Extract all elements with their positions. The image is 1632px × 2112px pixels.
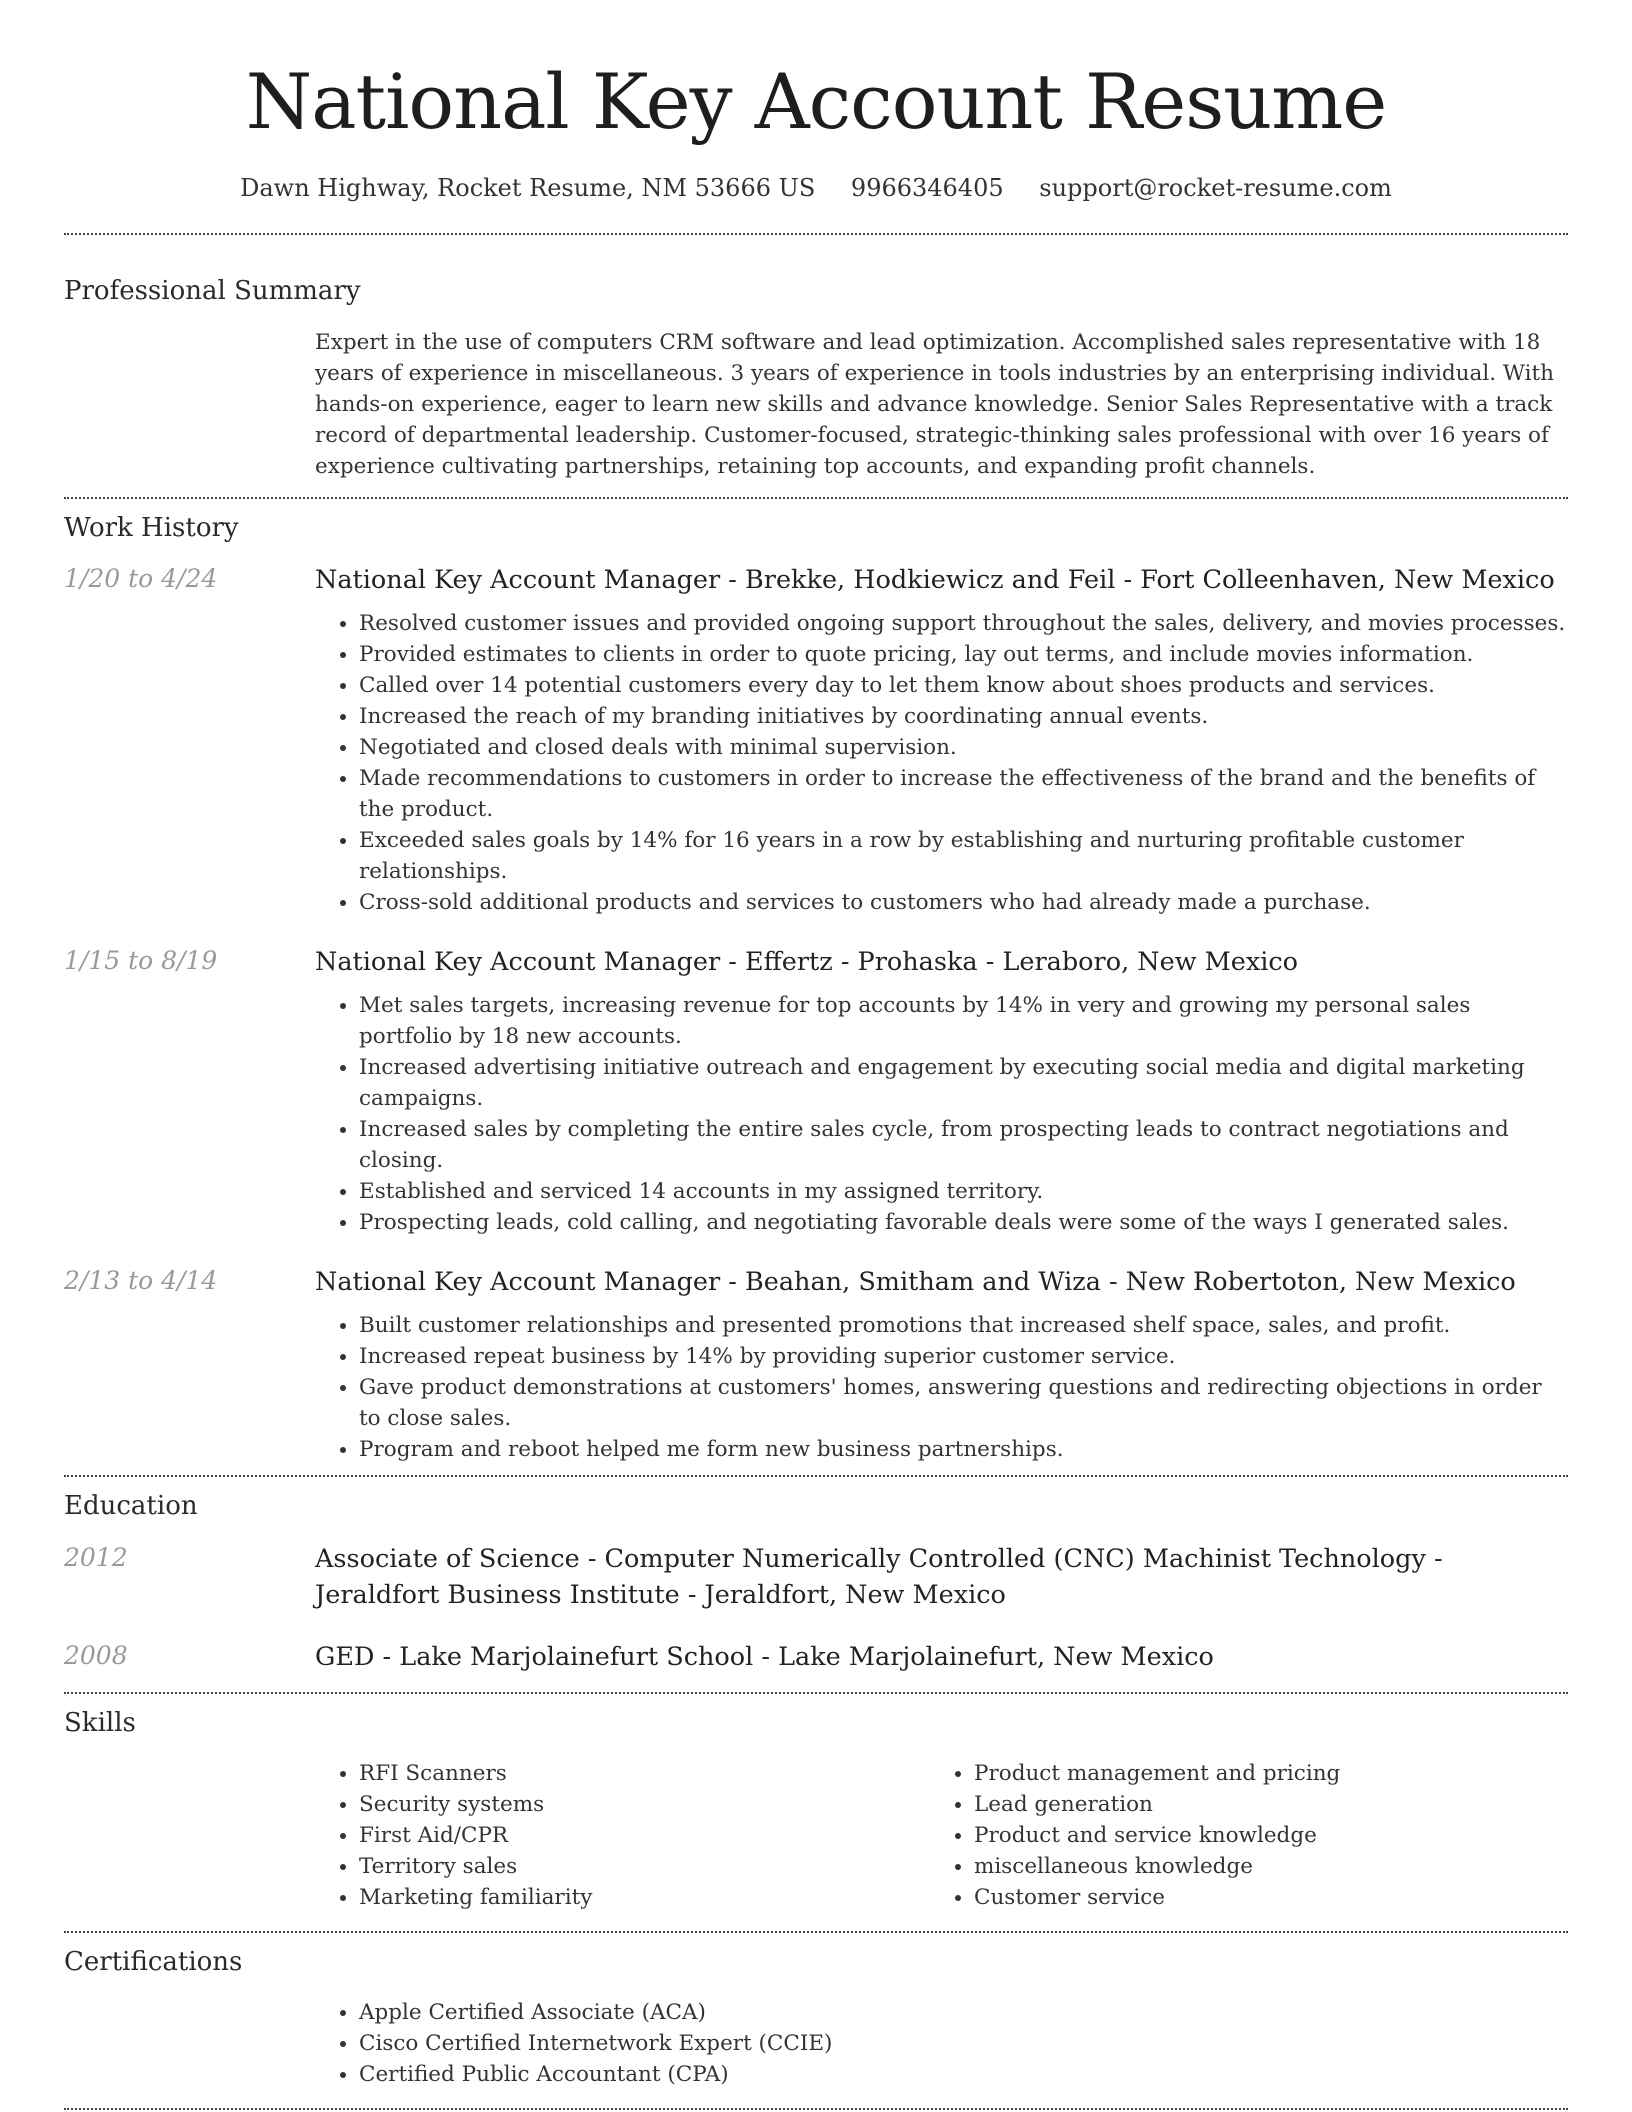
list-item: • Increased the reach of my branding initiatives by coordinating annual events. bbox=[359, 701, 1568, 732]
list-item: • Built customer relationships and presented promotions that increased shelf space, sales, and profit. bbox=[359, 1310, 1568, 1341]
list-item: • Met sales targets, increasing revenue for top accounts by 14% in very and growing my personal sales portfolio by 18 new accounts. bbox=[359, 990, 1568, 1052]
resume-title: National Key Account Resume bbox=[245, 57, 1387, 146]
contact-line bbox=[64, 172, 1568, 204]
resume-page bbox=[64, 0, 1568, 2110]
summary-text: Expert in the use of computers CRM software and lead optimization. Accomplished sales representative with 18 years of experience in miscellaneous. 3 years of experience in tools industries by an enterprising individual. With hands-on experience, eager to learn new skills and advance knowledge. Senior Sales Representative with a track record of departmental leadership. Customer-focused, strategic-thinking sales professional with over 16 years of experience cultivating partnerships, retaining top accounts, and expanding profit channels. bbox=[315, 330, 1554, 479]
list-item: • Established and serviced 14 accounts in my assigned territory. bbox=[359, 1176, 1568, 1207]
list-item: • Provided estimates to clients in order to quote pricing, lay out terms, and include movies information. bbox=[359, 639, 1568, 670]
certifications-heading: Certifications bbox=[64, 1947, 243, 1977]
list-item: • Exceeded sales goals by 14% for 16 years in a row by establishing and nurturing profitable customer relationships. bbox=[359, 825, 1568, 887]
skill-item: • Customer service bbox=[974, 1882, 1545, 1913]
list-item: • Made recommendations to customers in order to increase the effectiveness of the brand and the benefits of the product. bbox=[359, 763, 1568, 825]
contact-email: support@rocket-resume.com bbox=[1039, 174, 1392, 202]
divider bbox=[64, 1692, 1568, 1694]
skill-item: • Marketing familiarity bbox=[359, 1882, 930, 1913]
skills-column-2 bbox=[930, 1758, 1545, 1913]
list-item: • Called over 14 potential customers every day to let them know about shoes products and services. bbox=[359, 670, 1568, 701]
list-item: • Program and reboot helped me form new business partnerships. bbox=[359, 1434, 1568, 1465]
skills-row bbox=[64, 1758, 1568, 1913]
job-bullets bbox=[315, 608, 1568, 918]
skill-item: • Product management and pricing bbox=[974, 1758, 1545, 1789]
skill-item: • Territory sales bbox=[359, 1851, 930, 1882]
summary-row bbox=[64, 327, 1568, 482]
certification-item: • Apple Certified Associate (ACA) bbox=[359, 1997, 1568, 2028]
education-heading: Education bbox=[64, 1491, 198, 1521]
certification-item: • Certified Public Accountant (CPA) bbox=[359, 2059, 1568, 2090]
job-bullets bbox=[315, 990, 1568, 1238]
certifications-list bbox=[315, 1997, 1568, 2090]
education-year: 2012 bbox=[64, 1543, 128, 1572]
job-title: National Key Account Manager - Brekke, Hodkiewicz and Feil - Fort Colleenhaven, New Mexico bbox=[315, 565, 1555, 595]
skill-item: • Security systems bbox=[359, 1789, 930, 1820]
job-title: National Key Account Manager - Effertz - Prohaska - Leraboro, New Mexico bbox=[315, 947, 1298, 977]
job-bullets bbox=[315, 1310, 1568, 1465]
list-item: • Cross-sold additional products and services to customers who had already made a purchase. bbox=[359, 887, 1568, 918]
job-entry bbox=[64, 562, 1568, 918]
divider bbox=[64, 233, 1568, 235]
list-item: • Gave product demonstrations at customers' homes, answering questions and redirecting objections in order to close sales. bbox=[359, 1372, 1568, 1434]
divider bbox=[64, 1931, 1568, 1933]
job-entry bbox=[64, 1264, 1568, 1465]
list-item: • Increased advertising initiative outreach and engagement by executing social media and digital marketing campaigns. bbox=[359, 1052, 1568, 1114]
education-entry bbox=[64, 1639, 1568, 1675]
skill-item: • miscellaneous knowledge bbox=[974, 1851, 1545, 1882]
certification-item: • Cisco Certified Internetwork Expert (CCIE) bbox=[359, 2028, 1568, 2059]
job-dates: 2/13 to 4/14 bbox=[64, 1266, 218, 1295]
education-year: 2008 bbox=[64, 1641, 128, 1670]
list-item: • Increased repeat business by 14% by providing superior customer service. bbox=[359, 1341, 1568, 1372]
education-entry bbox=[64, 1541, 1568, 1613]
divider bbox=[64, 497, 1568, 499]
summary-heading: Professional Summary bbox=[64, 276, 361, 306]
list-item: • Resolved customer issues and provided ongoing support throughout the sales, delivery, and movies processes. bbox=[359, 608, 1568, 639]
job-title: National Key Account Manager - Beahan, Smitham and Wiza - New Robertoton, New Mexico bbox=[315, 1267, 1516, 1297]
list-item: • Prospecting leads, cold calling, and negotiating favorable deals were some of the ways I generated sales. bbox=[359, 1207, 1568, 1238]
skill-item: • First Aid/CPR bbox=[359, 1820, 930, 1851]
list-item: • Increased sales by completing the entire sales cycle, from prospecting leads to contract negotiations and closing. bbox=[359, 1114, 1568, 1176]
contact-address: Dawn Highway, Rocket Resume, NM 53666 US bbox=[240, 174, 816, 202]
divider bbox=[64, 1475, 1568, 1477]
skill-item: • Product and service knowledge bbox=[974, 1820, 1545, 1851]
education-text: Associate of Science - Computer Numerically Controlled (CNC) Machinist Technology - Jeraldfort Business Institute - Jeraldfort, New Mexico bbox=[315, 1544, 1443, 1610]
job-dates: 1/20 to 4/24 bbox=[64, 564, 218, 593]
job-dates: 1/15 to 8/19 bbox=[64, 946, 218, 975]
divider bbox=[64, 2108, 1568, 2110]
work-heading: Work History bbox=[64, 513, 239, 543]
contact-phone: 9966346405 bbox=[850, 174, 1004, 202]
skills-heading: Skills bbox=[64, 1708, 136, 1738]
certifications-row bbox=[64, 1997, 1568, 2090]
skill-item: • RFI Scanners bbox=[359, 1758, 930, 1789]
education-text: GED - Lake Marjolainefurt School - Lake Marjolainefurt, New Mexico bbox=[315, 1642, 1214, 1672]
list-item: • Negotiated and closed deals with minimal supervision. bbox=[359, 732, 1568, 763]
skill-item: • Lead generation bbox=[974, 1789, 1545, 1820]
skills-column-1 bbox=[315, 1758, 930, 1913]
job-entry bbox=[64, 944, 1568, 1238]
